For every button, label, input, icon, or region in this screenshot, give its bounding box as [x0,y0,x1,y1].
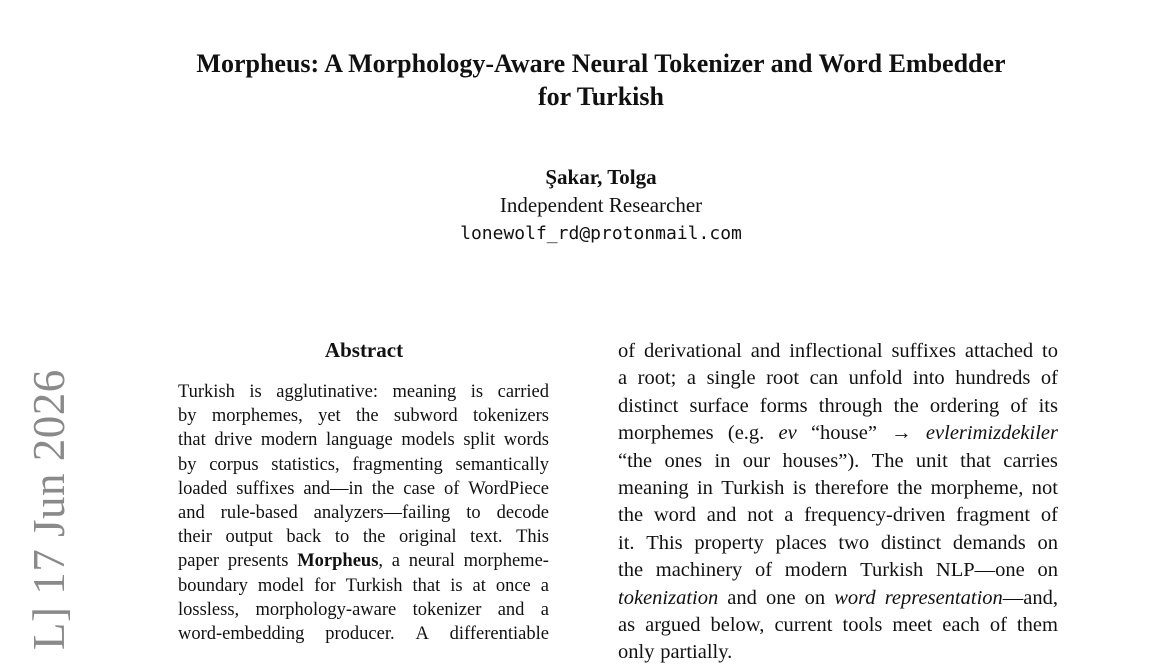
word: paper [178,551,220,572]
word: it. [618,531,635,554]
word: decode [496,503,549,524]
word: current [774,614,833,637]
word: is [249,382,262,402]
word: case [403,478,436,499]
word: word [653,504,696,527]
word: ev [778,422,797,445]
word: words [503,430,549,451]
word: and [727,586,757,609]
intro-column-text [618,338,1058,667]
abstract-line [178,598,549,622]
word: unit [915,449,948,472]
word: for [314,575,336,596]
word: This [516,527,549,548]
word: is [792,477,807,500]
word: drive [214,430,253,451]
word: morphemes [618,422,714,445]
word: root; [637,367,677,390]
intro-line [618,393,1058,420]
word: Turkish [178,382,235,402]
word: through [818,394,883,417]
word: word-embedding [178,624,305,645]
word: derivational [643,340,742,362]
word: split [463,430,496,451]
word: corpus [209,454,259,475]
word: each [942,614,980,637]
word: evlerimizdekiler [925,422,1058,445]
word: the [355,406,379,427]
intro-line [618,557,1058,584]
word: therefore [814,477,889,500]
word: distinct [618,394,679,417]
word: on [804,586,826,609]
word: back [286,527,322,548]
author-email: lonewolf_rd@protonmail.com [460,223,742,244]
word: original [399,527,457,548]
word: This [646,531,683,554]
word: argued [645,614,701,637]
word: ordering [929,394,1000,417]
intro-line [618,420,1058,447]
word: A [415,624,429,645]
word: a [540,575,549,596]
word: the [897,477,923,500]
word: machinery [655,559,743,582]
word: neural [408,551,455,572]
word: output [225,527,273,548]
word: statistics, [271,454,340,475]
word: modern [784,559,848,582]
word: morpheme- [463,551,549,572]
word: only [618,641,655,664]
arxiv-side-stamp: L] 17 Jun 2026 [24,369,74,650]
abstract-line [178,453,549,477]
word: fragment [956,504,1031,527]
word: that [412,575,441,596]
abstract-line [178,525,549,549]
word: as [618,614,636,637]
word: to [466,503,481,524]
word: that [960,449,991,472]
intro-line [618,338,1058,365]
abstract-line [178,380,549,404]
paper-title [0,47,1152,113]
word: Turkish [860,559,924,582]
word: of [618,340,636,362]
word: representation—and, [884,586,1058,609]
word: below, [710,614,765,637]
author-block [0,163,1152,249]
abstract-line [178,477,549,501]
word: “house” [810,422,877,445]
word: presents [227,551,289,572]
word: forms [759,394,808,417]
word: attached [964,340,1034,362]
word: morphology-aware [255,599,397,620]
word: carried [497,382,549,402]
word: places [775,531,827,554]
word: rule-based [220,503,298,524]
word: to [334,527,350,548]
word: The [871,449,904,472]
word: ones [664,449,703,472]
word: our [742,449,771,472]
word: the [371,478,395,499]
word: analyzers—failing [313,503,451,524]
word: differentiable [449,624,549,645]
word: of [1010,394,1028,417]
word: by [178,406,197,427]
word: property [694,531,764,554]
intro-line [618,530,1058,557]
word: frequency-driven [804,504,946,527]
word: suffixes [891,340,956,362]
word: the [618,559,644,582]
word: single [706,367,756,390]
word: morphemes, [211,406,303,427]
word: two [838,531,870,554]
intro-line [618,502,1058,529]
word: tokenization [618,586,719,609]
abstract-heading: Abstract [324,338,404,362]
abstract-line [178,428,549,452]
word: them [1016,614,1058,637]
author-name: Şakar, Tolga [545,165,657,189]
word: models [401,430,455,451]
word: meaning [392,382,457,402]
word: on [1037,559,1058,582]
word: into [912,367,945,390]
word: a [618,367,628,390]
word: of [444,478,460,499]
word: and—in [303,478,363,499]
word: of [1040,504,1058,527]
word: → [891,422,912,445]
word: agglutinative: [276,382,379,402]
word: partially. [660,641,733,664]
intro-line [618,475,1058,502]
word: in [696,477,713,500]
word: not [747,504,774,527]
word: lossless, [178,599,240,620]
title-line-2: for Turkish [538,82,664,111]
word: suffixes [236,478,295,499]
word: and [178,503,205,524]
word: surface [689,394,749,417]
author-affiliation: Independent Researcher [499,193,703,217]
word: fragmenting [352,454,443,475]
word: and [497,599,525,620]
word: its [1038,394,1058,417]
word: once [495,575,531,596]
word: on [1037,531,1058,554]
word: hundreds [955,367,1031,390]
word: tools [842,614,883,637]
word: at [472,575,486,596]
word: distinct [880,531,942,554]
intro-line [618,612,1058,639]
word: NLP—one [935,559,1025,582]
word: unfold [848,367,903,390]
abstract-line [178,574,549,598]
word: one [765,586,796,609]
intro-line [618,448,1058,475]
word: meaning [618,477,689,500]
word: is [450,575,463,596]
word: of [1040,367,1058,390]
word: WordPiece [468,478,549,499]
intro-line [618,585,1058,612]
word: that [178,430,206,451]
word: a [784,504,794,527]
title-line-1: Morpheus: A Morphology-Aware Neural Tokenizer and Word Embedder [196,49,1006,78]
word: modern [260,430,318,451]
word: in [714,449,731,472]
intro-line [618,365,1058,392]
word: “the [618,449,653,472]
word: their [178,527,212,548]
word: to [1042,340,1058,362]
word: Turkish [345,575,403,596]
word: carries [1003,449,1058,472]
abstract-line [178,404,549,428]
abstract-line [178,501,549,525]
word: yet [318,406,341,427]
word: morpheme, [930,477,1024,500]
word: meet [892,614,933,637]
abstract-line [178,549,549,573]
word: the [618,504,644,527]
word: language [325,430,393,451]
word: houses”). [782,449,860,472]
word: Morpheus, [297,551,384,572]
word: loaded [178,478,228,499]
word: boundary [178,575,248,596]
word: a [540,599,549,620]
word: not [1031,477,1058,500]
word: tokenizer [412,599,482,620]
word: a [391,551,400,572]
word: is [470,382,484,402]
word: inflectional [789,340,883,362]
word: a [686,367,697,390]
abstract-line [178,622,549,646]
word: (e.g. [727,422,765,445]
word: of [989,614,1007,637]
word: the [893,394,919,417]
word: semantically [455,454,549,475]
word: and [750,340,781,362]
intro-line [618,639,1058,666]
word: demands [952,531,1026,554]
word: root [766,367,800,390]
word: Turkish [721,477,785,500]
word: text. [470,527,503,548]
word: model [257,575,305,596]
word: and [706,504,737,527]
word: the [362,527,386,548]
abstract-body [178,380,549,646]
word: word [834,586,876,609]
word: subword [393,406,458,427]
word: of [755,559,773,582]
word: can [809,367,839,390]
word: producer. [325,624,395,645]
word: by [178,454,197,475]
word: tokenizers [472,406,549,427]
